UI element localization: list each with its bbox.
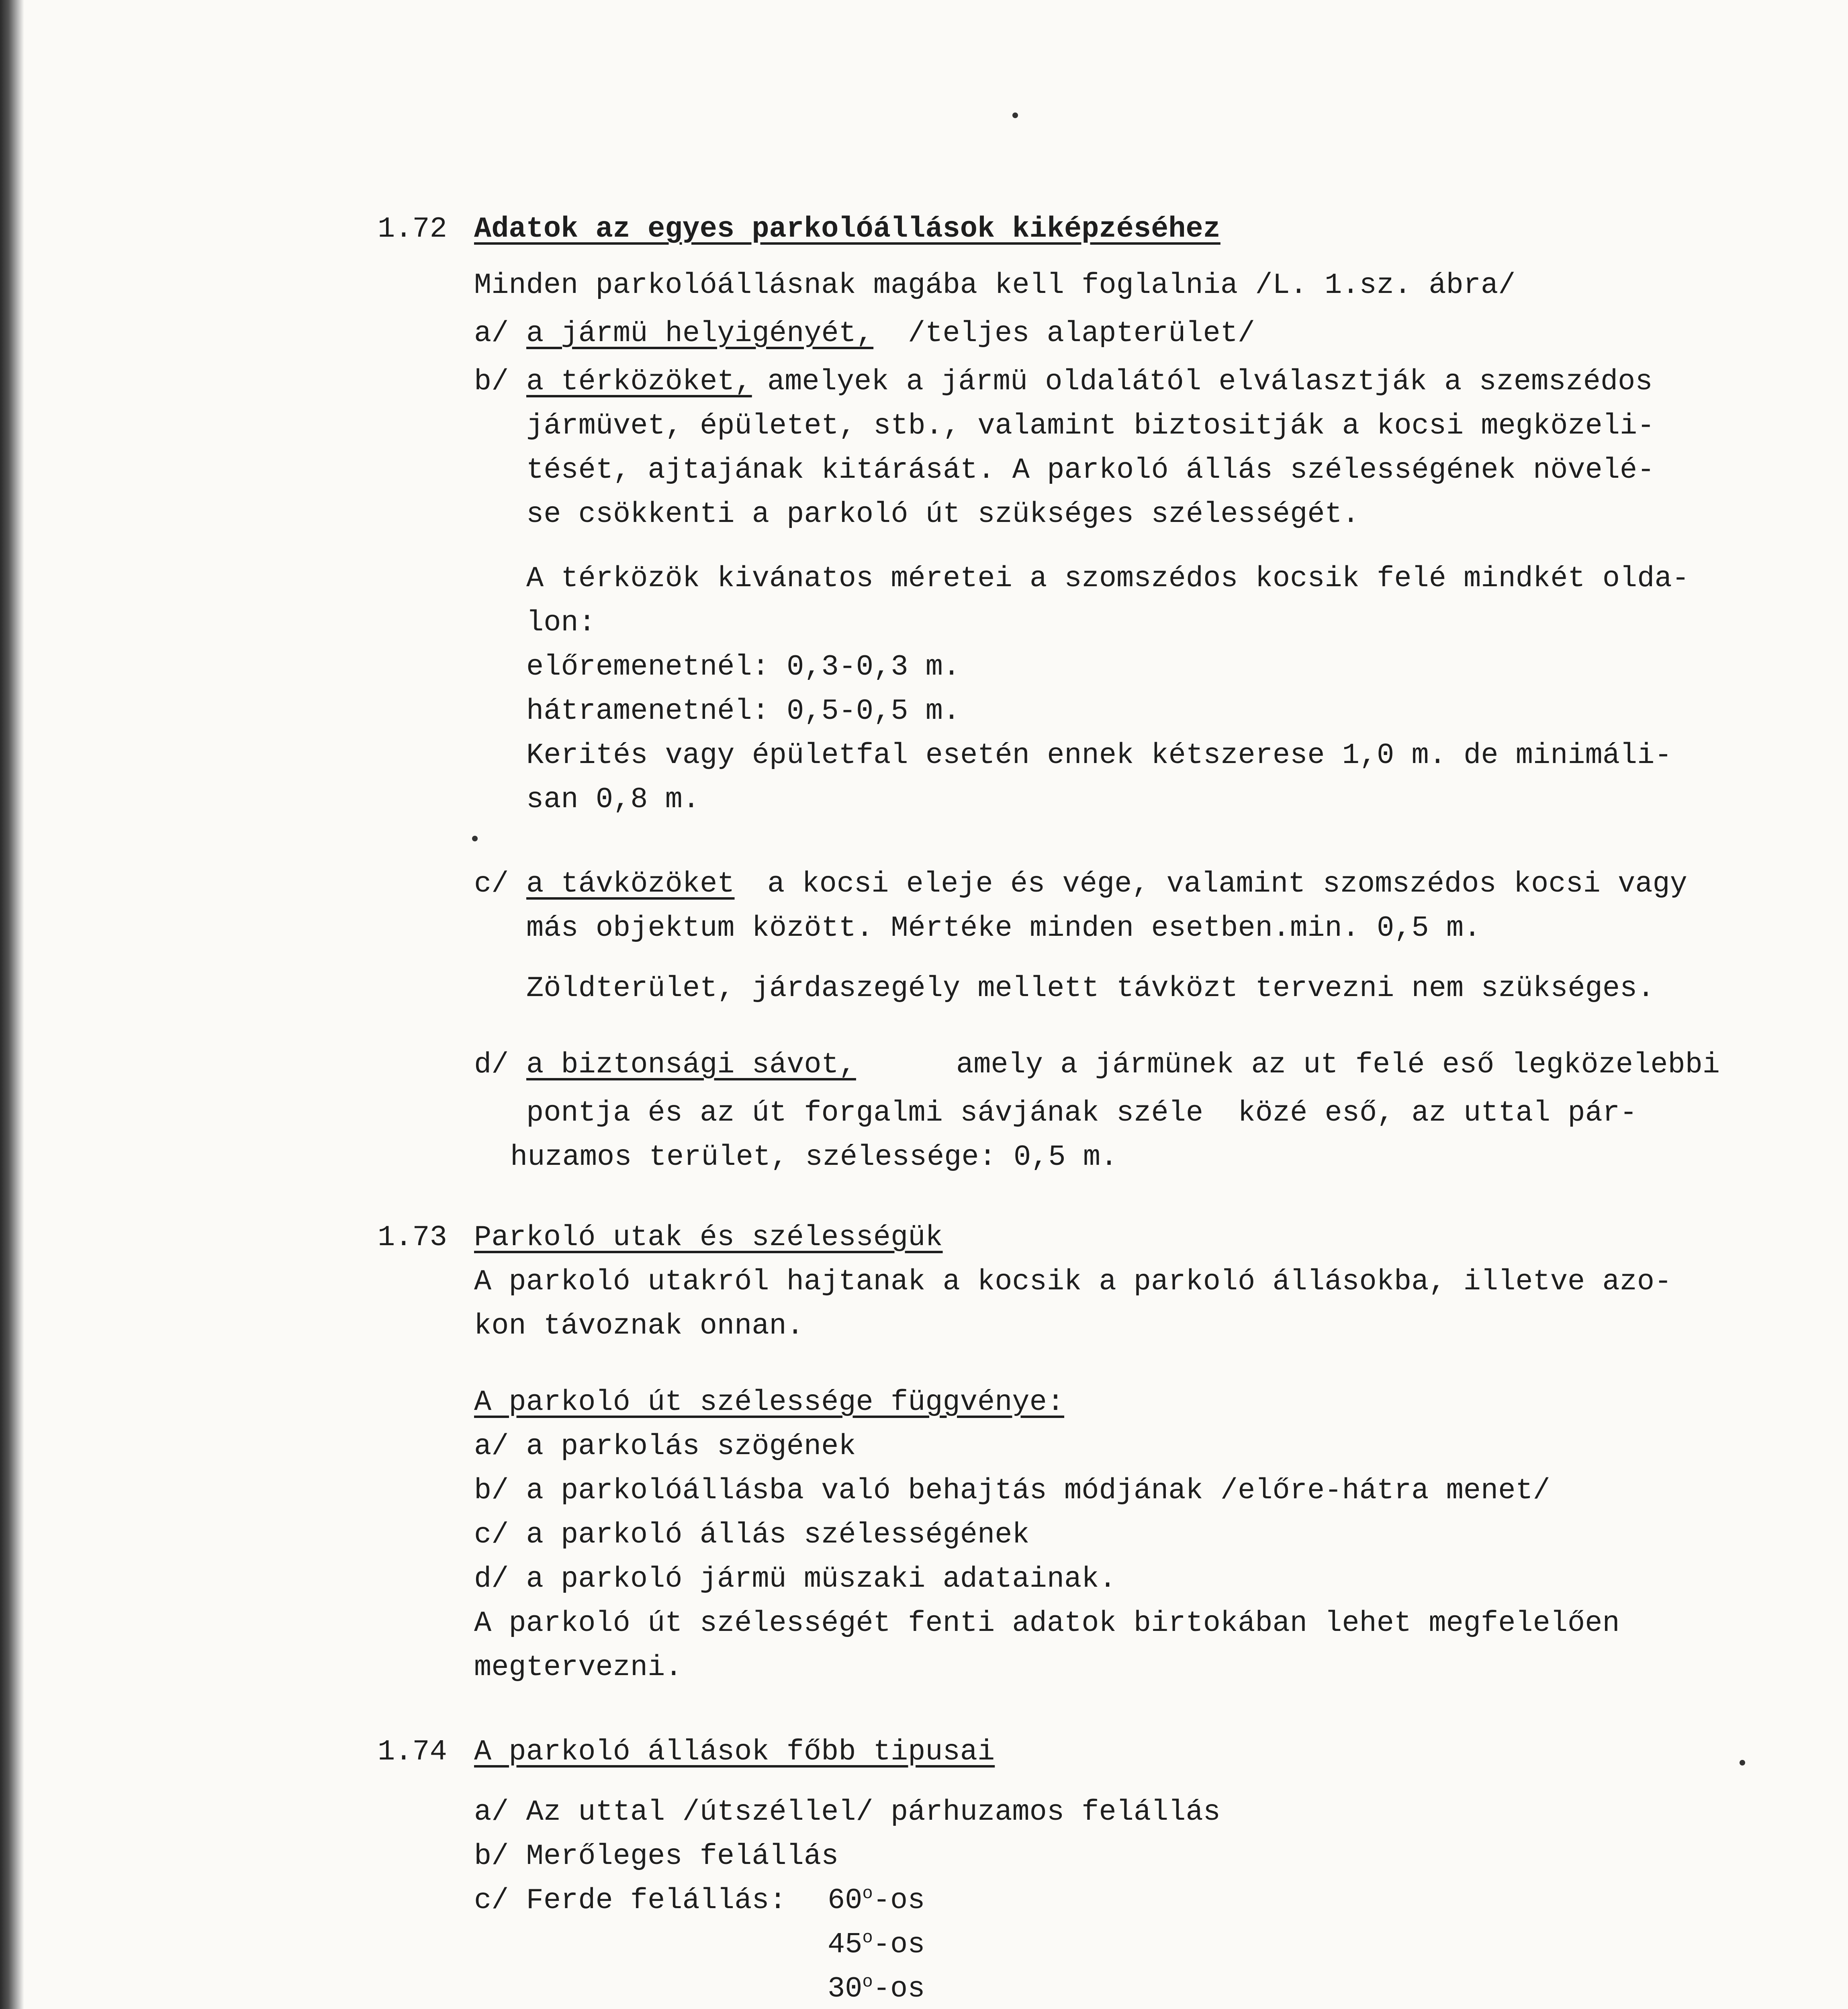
width-factor-a: a/ a parkolás szögének bbox=[474, 1430, 856, 1463]
item-c-rest: a kocsi eleje és vége, valamint szomszédos kocsi vagy bbox=[767, 867, 1687, 900]
type-a: a/ Az uttal /útszéllel/ párhuzamos felállás bbox=[474, 1796, 1220, 1829]
item-a-underlined: a jármü helyigényét, bbox=[526, 317, 874, 350]
type-c: c/ Ferde felállás: bbox=[474, 1884, 787, 1917]
item-d-line-3: huzamos terület, szélessége: 0,5 m. bbox=[510, 1141, 1118, 1174]
section-1-74-title: A parkoló állások főbb tipusai bbox=[474, 1735, 995, 1768]
item-b-line-4: se csökkenti a parkoló út szükséges szélességét. bbox=[526, 498, 1359, 531]
width-conclusion-2: megtervezni. bbox=[474, 1651, 683, 1684]
section-1-73-para-1: A parkoló utakról hajtanak a kocsik a parkoló állásokba, illetve azo- bbox=[474, 1265, 1672, 1298]
section-1-72-title: Adatok az egyes parkolóállások kiképzéséhez bbox=[474, 213, 1220, 245]
spacing-line-1: A térközök kivánatos méretei a szomszédos kocsik felé mindkét olda- bbox=[526, 562, 1689, 595]
angle-30: 30$^o$-os bbox=[828, 1972, 925, 2005]
item-c-label: c/ bbox=[474, 867, 509, 900]
spacing-fence-2: san 0,8 m. bbox=[526, 783, 700, 816]
item-b-rest: amelyek a jármü oldalától elválasztják a szemszédos bbox=[767, 365, 1653, 398]
scan-speck bbox=[1012, 113, 1018, 118]
width-factor-b: b/ a parkolóállásba való behajtás módjának /előre-hátra menet/ bbox=[474, 1474, 1550, 1507]
section-1-73-number: 1.73 bbox=[378, 1221, 447, 1254]
section-1-73-para-2: kon távoznak onnan. bbox=[474, 1309, 804, 1342]
item-d-rest: amely a jármünek az ut felé eső legközelebbi bbox=[956, 1048, 1720, 1081]
item-b-line-2: jármüvet, épületet, stb., valamint biztositják a kocsi megközeli- bbox=[526, 409, 1655, 442]
section-1-74-number: 1.74 bbox=[378, 1735, 447, 1768]
item-c-line-2: más objektum között. Mértéke minden esetben.min. 0,5 m. bbox=[526, 912, 1481, 945]
section-1-72-intro: Minden parkolóállásnak magába kell foglalnia /L. 1.sz. ábra/ bbox=[474, 269, 1516, 302]
width-factor-c: c/ a parkoló állás szélességének bbox=[474, 1518, 1030, 1551]
scan-speck bbox=[1740, 1760, 1745, 1766]
item-a-label: a/ bbox=[474, 317, 509, 350]
section-1-73-title: Parkoló utak és szélességük bbox=[474, 1221, 943, 1254]
angle-60: 60$^o$-os bbox=[828, 1884, 925, 1917]
spacing-forward: előremenetnél: 0,3-0,3 m. bbox=[526, 651, 961, 683]
spacing-fence-1: Kerités vagy épületfal esetén ennek kétszerese 1,0 m. de minimáli- bbox=[526, 739, 1672, 772]
type-b: b/ Merőleges felállás bbox=[474, 1840, 839, 1873]
item-d-underlined: a biztonsági sávot, bbox=[526, 1048, 856, 1081]
scan-speck bbox=[472, 836, 478, 841]
spacing-line-2: lon: bbox=[526, 606, 596, 639]
width-conclusion-1: A parkoló út szélességét fenti adatok birtokában lehet megfelelően bbox=[474, 1607, 1620, 1640]
item-d-line-2: pontja és az út forgalmi sávjának széle közé eső, az uttal pár- bbox=[526, 1097, 1637, 1129]
item-a-rest: /teljes alapterület/ bbox=[908, 317, 1255, 350]
item-b-underlined: a térközöket, bbox=[526, 365, 752, 398]
item-c-underlined: a távközöket bbox=[526, 867, 735, 900]
width-factor-d: d/ a parkoló jármü müszaki adatainak. bbox=[474, 1563, 1116, 1596]
item-b-line-3: tését, ajtajának kitárását. A parkoló állás szélességének növelé- bbox=[526, 454, 1655, 487]
item-c-line-3: Zöldterület, járdaszegély mellett távközt tervezni nem szükséges. bbox=[526, 972, 1655, 1005]
angle-45: 45$^o$-os bbox=[828, 1928, 925, 1961]
width-function-heading: A parkoló út szélessége függvénye: bbox=[474, 1386, 1065, 1419]
item-b-label: b/ bbox=[474, 365, 509, 398]
section-1-72-number: 1.72 bbox=[378, 213, 447, 245]
item-d-label: d/ bbox=[474, 1048, 509, 1081]
spacing-reverse: hátramenetnél: 0,5-0,5 m. bbox=[526, 695, 961, 728]
